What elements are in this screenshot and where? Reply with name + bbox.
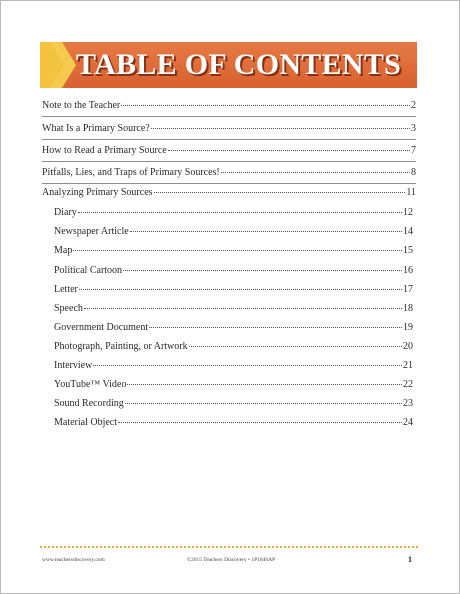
dot-leader — [130, 230, 402, 232]
toc-subentry-page: 15 — [403, 245, 413, 256]
toc-subentry[interactable] — [54, 302, 413, 315]
dot-leader — [84, 307, 402, 309]
toc-subentry-page: 18 — [403, 303, 413, 314]
toc-subentry-label: Diary — [54, 207, 77, 218]
divider — [42, 183, 416, 184]
dot-leader — [154, 191, 406, 193]
toc-subentry-page: 16 — [403, 265, 413, 276]
toc-subentry[interactable] — [54, 378, 413, 391]
footer-divider — [40, 546, 418, 548]
toc-subentry-label: Speech — [54, 303, 83, 314]
toc-entry[interactable] — [42, 99, 416, 112]
toc-subentry-label: Political Cartoon — [54, 265, 123, 276]
toc-subentry-page: 21 — [403, 360, 413, 371]
dot-leader — [93, 364, 402, 366]
toc-subentry[interactable] — [54, 340, 413, 353]
toc-subentry[interactable] — [54, 206, 413, 219]
dot-leader — [125, 402, 402, 404]
toc-entry[interactable] — [42, 186, 416, 199]
divider — [42, 116, 416, 117]
toc-subentry-label: Sound Recording — [54, 398, 124, 409]
toc-subentry-label: YouTube™ Video — [54, 379, 127, 390]
divider — [42, 139, 416, 140]
dot-leader — [168, 149, 410, 151]
toc-entry-page: 7 — [411, 145, 416, 156]
toc-entry-label: What Is a Primary Source? — [42, 123, 150, 134]
dot-leader — [73, 249, 402, 251]
toc-subentry-page: 23 — [403, 398, 413, 409]
toc-entry-label: Note to the Teacher — [42, 100, 121, 111]
dot-leader — [149, 326, 402, 328]
toc-subentry[interactable] — [54, 225, 413, 238]
dot-leader — [151, 127, 410, 129]
toc-entry-label: Analyzing Primary Sources — [42, 187, 153, 198]
toc-subentry[interactable] — [54, 264, 413, 277]
toc-subentry[interactable] — [54, 321, 413, 334]
footer-page-number: 1 — [408, 555, 412, 564]
dot-leader — [127, 383, 402, 385]
toc-entry-label: How to Read a Primary Source — [42, 145, 167, 156]
title-banner — [40, 42, 417, 88]
toc-subentry-page: 24 — [403, 417, 413, 428]
page-title: TABLE OF CONTENTS — [76, 48, 402, 81]
toc-subentry[interactable] — [54, 359, 413, 372]
toc-subentry[interactable] — [54, 416, 413, 429]
toc-entry-page: 11 — [406, 187, 416, 198]
toc-subentry-label: Map — [54, 245, 73, 256]
toc-subentry-page: 14 — [403, 226, 413, 237]
dot-leader — [118, 421, 402, 423]
toc-subentry-page: 12 — [403, 207, 413, 218]
toc-subentry-page: 17 — [403, 284, 413, 295]
toc-subentry-label: Material Object — [54, 417, 118, 428]
toc-entry-page: 3 — [411, 123, 416, 134]
toc-subentry-page: 22 — [403, 379, 413, 390]
toc-subentry[interactable] — [54, 397, 413, 410]
toc-subentry-page: 20 — [403, 341, 413, 352]
toc-subentry[interactable] — [54, 244, 413, 257]
dot-leader — [79, 288, 402, 290]
divider — [42, 161, 416, 162]
toc-subentry-label: Newspaper Article — [54, 226, 129, 237]
toc-subentry-label: Interview — [54, 360, 93, 371]
toc-subentry-label: Government Document — [54, 322, 149, 333]
dot-leader — [123, 269, 402, 271]
toc-subentry-label: Letter — [54, 284, 78, 295]
dot-leader — [121, 104, 410, 106]
toc-entry[interactable] — [42, 166, 416, 179]
dot-leader — [221, 171, 410, 173]
footer-website-link[interactable]: www.teachersdiscovery.com — [42, 557, 105, 563]
toc-entry[interactable] — [42, 122, 416, 135]
toc-subentry-label: Photograph, Painting, or Artwork — [54, 341, 188, 352]
dot-leader — [78, 211, 402, 213]
footer-copyright: ©2015 Teachers Discovery • 1P1846AP — [186, 557, 276, 563]
toc-subentry[interactable] — [54, 283, 413, 296]
toc-entry-page: 2 — [411, 100, 416, 111]
toc-entry[interactable] — [42, 144, 416, 157]
toc-subentry-page: 19 — [403, 322, 413, 333]
toc-entry-page: 8 — [411, 167, 416, 178]
dot-leader — [189, 345, 402, 347]
toc-entry-label: Pitfalls, Lies, and Traps of Primary Sources! — [42, 167, 220, 178]
